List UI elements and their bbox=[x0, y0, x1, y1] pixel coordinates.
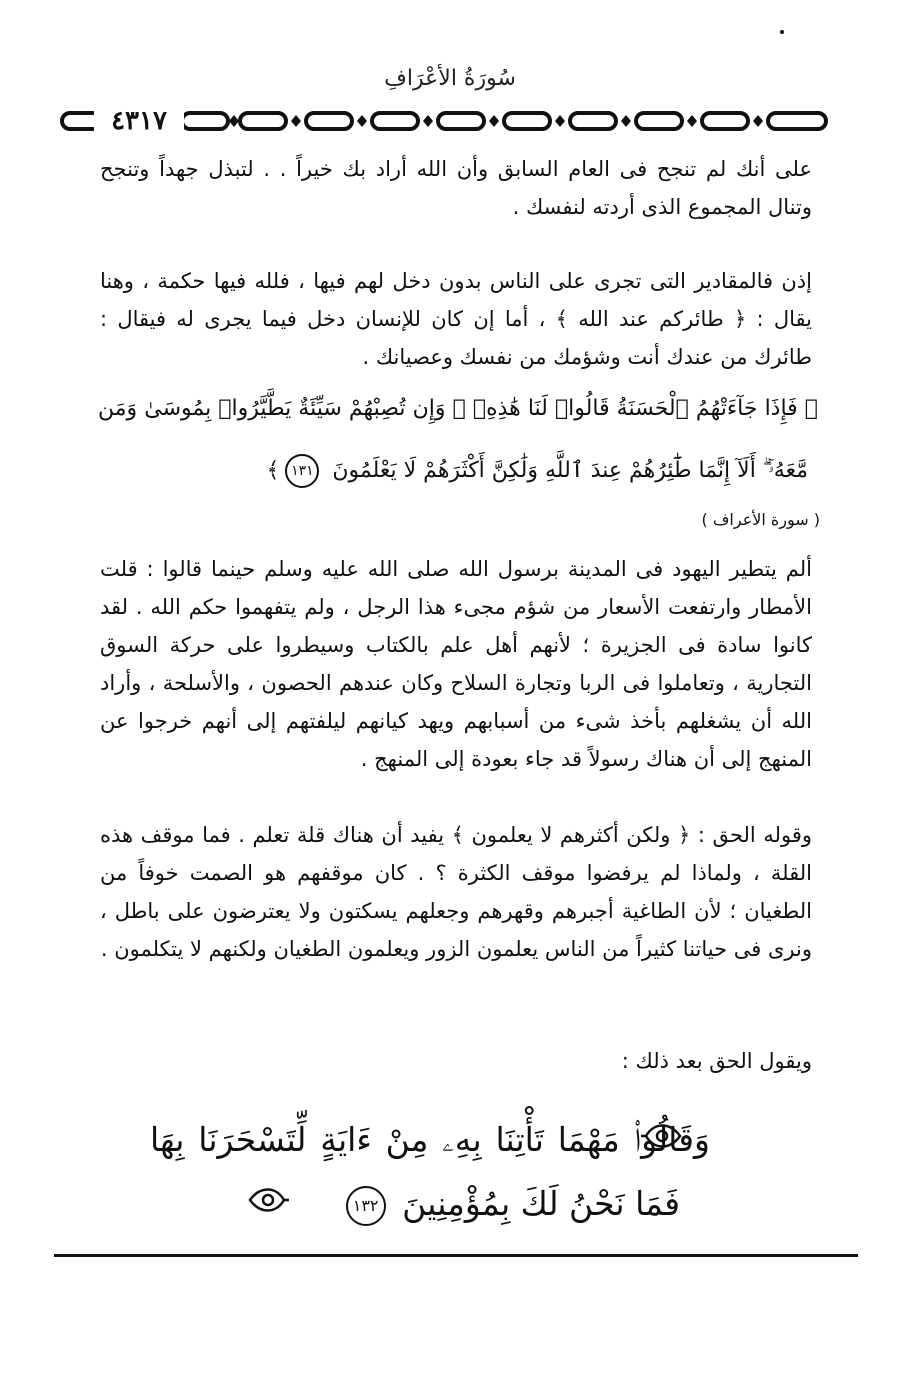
page-speck bbox=[780, 30, 784, 34]
footer-rule bbox=[54, 1254, 858, 1257]
paragraph-1 bbox=[100, 150, 812, 226]
paragraph-3 bbox=[100, 550, 812, 778]
quran-verse-132 bbox=[150, 1108, 710, 1236]
paragraph-2 bbox=[100, 262, 812, 376]
paragraph-2-text: إذن فالمقادير التى تجرى على الناس بدون دخل لهم فيها ، فلله فيها حكمة ، وهنا يقال : ﴿ طائركم عند الله ﴾ ، أما إن كان للإنسان دخل فيما يجرى له فيقال : طائرك من عندك أنت وشؤمك من نفسك وعصيانك . bbox=[100, 269, 812, 369]
ayah-number-132: ١٣٢ bbox=[346, 1186, 386, 1226]
surah-citation: ( سورة الأعراف ) bbox=[701, 510, 820, 529]
verse-131-line-2 bbox=[98, 440, 818, 502]
verse-132-line-2 bbox=[150, 1172, 710, 1236]
paragraph-1-text: على أنك لم تنجح فى العام السابق وأن الله أراد بك خيراً . . لتبذل جهداً وتنجح وتنال المجموع الذى أردته لنفسك . bbox=[100, 157, 812, 219]
paragraph-4 bbox=[100, 816, 812, 968]
paragraph-5 bbox=[100, 1042, 812, 1080]
verse-131-line-2-text: مَّعَهُۥٓ ۗ أَلَآ إِنَّمَا طَٰٓئِرُهُمْ عِندَ ٱللَّهِ وَلَٰكِنَّ أَكْثَرَهُمْ لَا يَعْلَمُونَ bbox=[332, 458, 808, 483]
paragraph-4-text: وقوله الحق : ﴿ ولكن أكثرهم لا يعلمون ﴾ يفيد أن هناك قلة تعلم . فما موقف هذه القلة ، ولماذا لم يرفضوا موقف الكثرة ؟ . كان موقفهم هو الصمت خوفاً من الطغيان ؛ لأن الطاغية أجبرهم وقهرهم وجعلهم يسكتون ولا يعترضون على باطل ، ونرى فى حياتنا كثيراً من الناس يعلمون الزور ويعلمون الطغيان ولكنهم لا يتكلمون . bbox=[100, 823, 812, 961]
paragraph-5-text: ويقول الحق بعد ذلك : bbox=[621, 1049, 812, 1073]
ayah-number-131: ١٣١ bbox=[285, 454, 319, 488]
page-number: ٤٣١٧ bbox=[94, 104, 184, 138]
verse-132-line-1: وَقَالُوا۟ مَهْمَا تَأْتِنَا بِهِۦ مِنْ ءَايَةٍ لِّتَسْحَرَنَا بِهَا bbox=[150, 1120, 710, 1159]
surah-title: سُورَةُ الأعْرَافِ bbox=[384, 66, 516, 91]
verse-131-close-bracket: ﴾ bbox=[266, 458, 280, 483]
verse-132-line-2-text: فَمَا نَحْنُ لَكَ بِمُؤْمِنِينَ bbox=[402, 1184, 680, 1223]
quran-verse-131 bbox=[98, 378, 818, 502]
verse-close-ornament-icon bbox=[246, 1182, 290, 1218]
verse-131-line-1: ﴿ فَإِذَا جَآءَتْهُمُ ٱلْحَسَنَةُ قَالُوا۟ لَنَا هَٰذِهِۦ ۖ وَإِن تُصِبْهُمْ سَيِّئَةٌ يَطَّيَّرُوا۟ بِمُوسَىٰ وَمَن bbox=[98, 396, 818, 421]
paragraph-3-text: ألم يتطير اليهود فى المدينة برسول الله صلى الله عليه وسلم حينما قالوا : قلت الأمطار وارتفعت الأسعار من شؤم مجىء هذا الرجل ، ولم يتفهموا حكم الله . لقد كانوا سادة فى الجزيرة ؛ لأنهم أهل علم بالكتاب وسيطروا على حركة السوق التجارية ، وتعاملوا فى الربا وتجارة السلاح وكان عندهم الحصون ، والأسلحة ، وأراد الله أن يشغلهم بأخذ شىء من أسبابهم ويهد كيانهم ليلفتهم إلى أنهم خرجوا عن المنهج إلى أن هناك رسولاً قد جاء بعودة إلى المنهج . bbox=[100, 557, 812, 771]
